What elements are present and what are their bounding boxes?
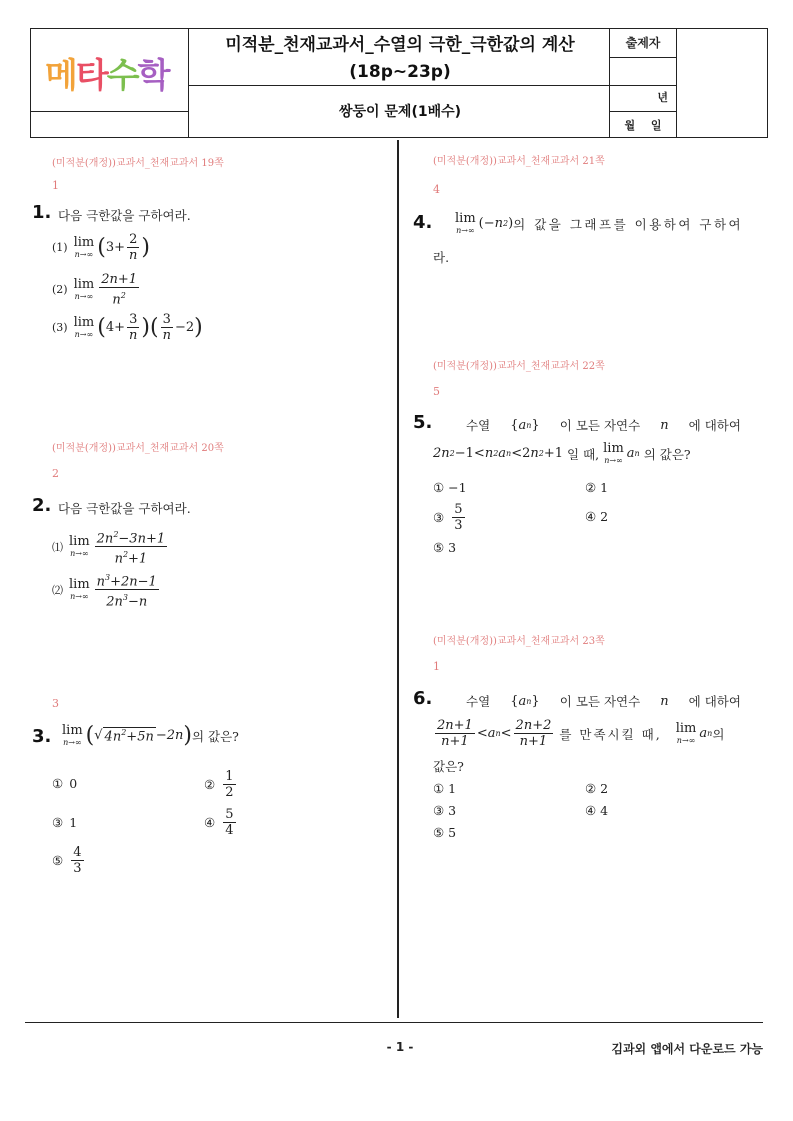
question-text: lim n→∞ (− n 2 ) 의 값을 그래프를 이용하여 구하여 — [455, 211, 744, 235]
question-text: 값은? — [433, 759, 464, 774]
choice-2: ② 1 — [585, 480, 609, 495]
source-label: (미적분(개정))교과서_천재교과서 21쪽 — [433, 156, 605, 167]
header-divider — [609, 57, 676, 58]
question-text: 다음 극한값을 구하여라. — [58, 501, 191, 516]
year-label: 년 — [657, 91, 668, 104]
question-number: 5. — [413, 412, 433, 433]
choice-4: ④ 4 — [585, 803, 609, 818]
answer-number: 5 — [433, 385, 440, 398]
question-text: 수열 { a n } 이 모든 자연수 n 에 대하여 — [466, 417, 741, 433]
sub-item-2: (2) lim n→∞ $\frac{2n+1}{n^2}$ — [52, 272, 138, 308]
source-label: (미적분(개정))교과서_천재교과서 22쪽 — [433, 361, 605, 372]
answer-number: 4 — [433, 183, 440, 196]
choice-2: ② $\frac{1}{2}$ — [204, 769, 234, 800]
sub-item-3: (3) lim n→∞ ( 4+ $\frac{3}{n}$ )( $\frac{3}{n}$ −2 ) — [52, 312, 203, 343]
question-number: 2. — [32, 495, 52, 516]
question-text: $\frac{2n+1}{n+1}$ < a n < $\frac{2n+2}{n+1}$ 를 만족시킬 때, lim n→∞ a n 의 — [437, 718, 725, 749]
question-text: 수열 { a n } 이 모든 자연수 n 에 대하여 — [466, 693, 741, 709]
sub-item-2: ⑵ lim n→∞ $\frac{n^3+2n-1}{2n^3-n}$ — [52, 570, 161, 610]
choice-1: ① −1 — [433, 480, 467, 495]
header-divider — [676, 29, 677, 137]
brand-logo — [43, 49, 177, 95]
source-label: (미적분(개정))교과서_천재교과서 23쪽 — [433, 636, 605, 647]
question-number: 3. — [32, 726, 52, 747]
sub-item-1: ⑴ lim n→∞ $\frac{2n^2-3n+1}{n^2+1}$ — [52, 527, 169, 567]
header-divider — [188, 29, 189, 137]
month-day-label: 월 일 — [624, 119, 662, 132]
answer-number: 1 — [52, 179, 59, 192]
header-table — [30, 28, 768, 138]
question-number: 4. — [413, 212, 433, 233]
choice-4: ④ $\frac{5}{4}$ — [204, 807, 234, 838]
choice-1: ① 0 — [52, 776, 78, 791]
choice-2: ② 2 — [585, 781, 609, 796]
choice-5: ⑤ $\frac{4}{3}$ — [52, 845, 82, 876]
question-text: 다음 극한값을 구하여라. — [58, 208, 191, 223]
question-text: 2n 2 −1< n 2 a n <2 n 2 +1 일 때, lim n→∞ a n 의 값은? — [433, 441, 691, 465]
author-label: 출제자 — [625, 36, 661, 50]
page-number: - 1 - — [386, 1040, 414, 1054]
page-subtitle: 쌍둥이 문제(1배수) — [338, 104, 462, 120]
source-label: (미적분(개정))교과서_천재교과서 19쪽 — [52, 158, 224, 169]
choice-3: ③ $\frac{5}{3}$ — [433, 502, 463, 533]
header-divider — [609, 111, 676, 112]
header-divider — [31, 111, 188, 112]
header-divider — [609, 85, 676, 86]
question-number: 1. — [32, 202, 52, 223]
choice-3: ③ 3 — [433, 803, 457, 818]
question-number: 6. — [413, 688, 433, 709]
question-text: lim n→∞ ( √ $4n^2+5n$ −2n ) 의 값은? — [62, 722, 239, 748]
source-label: (미적분(개정))교과서_천재교과서 20쪽 — [52, 443, 224, 454]
choice-5: ⑤ 5 — [433, 825, 457, 840]
footer-note: 김과외 앱에서 다운로드 가능 — [611, 1042, 763, 1056]
footer-rule — [25, 1022, 763, 1023]
choice-3: ③ 1 — [52, 815, 78, 830]
choice-4: ④ 2 — [585, 509, 609, 524]
answer-number: 1 — [433, 660, 440, 673]
answer-number: 2 — [52, 467, 59, 480]
sub-item-1: (1) lim n→∞ ( 3+ $\frac{2}{n}$ ) — [52, 232, 150, 263]
choice-5: ⑤ 3 — [433, 540, 457, 555]
svg-text:메타수학: 메타수학 — [45, 56, 169, 95]
answer-number: 3 — [52, 697, 59, 710]
choice-1: ① 1 — [433, 781, 457, 796]
page-title: 미적분_천재교과서_수열의 극한_극한값의 계산 (18p~23p) — [225, 35, 575, 82]
column-divider — [397, 140, 399, 1018]
question-text: 라. — [433, 250, 450, 265]
